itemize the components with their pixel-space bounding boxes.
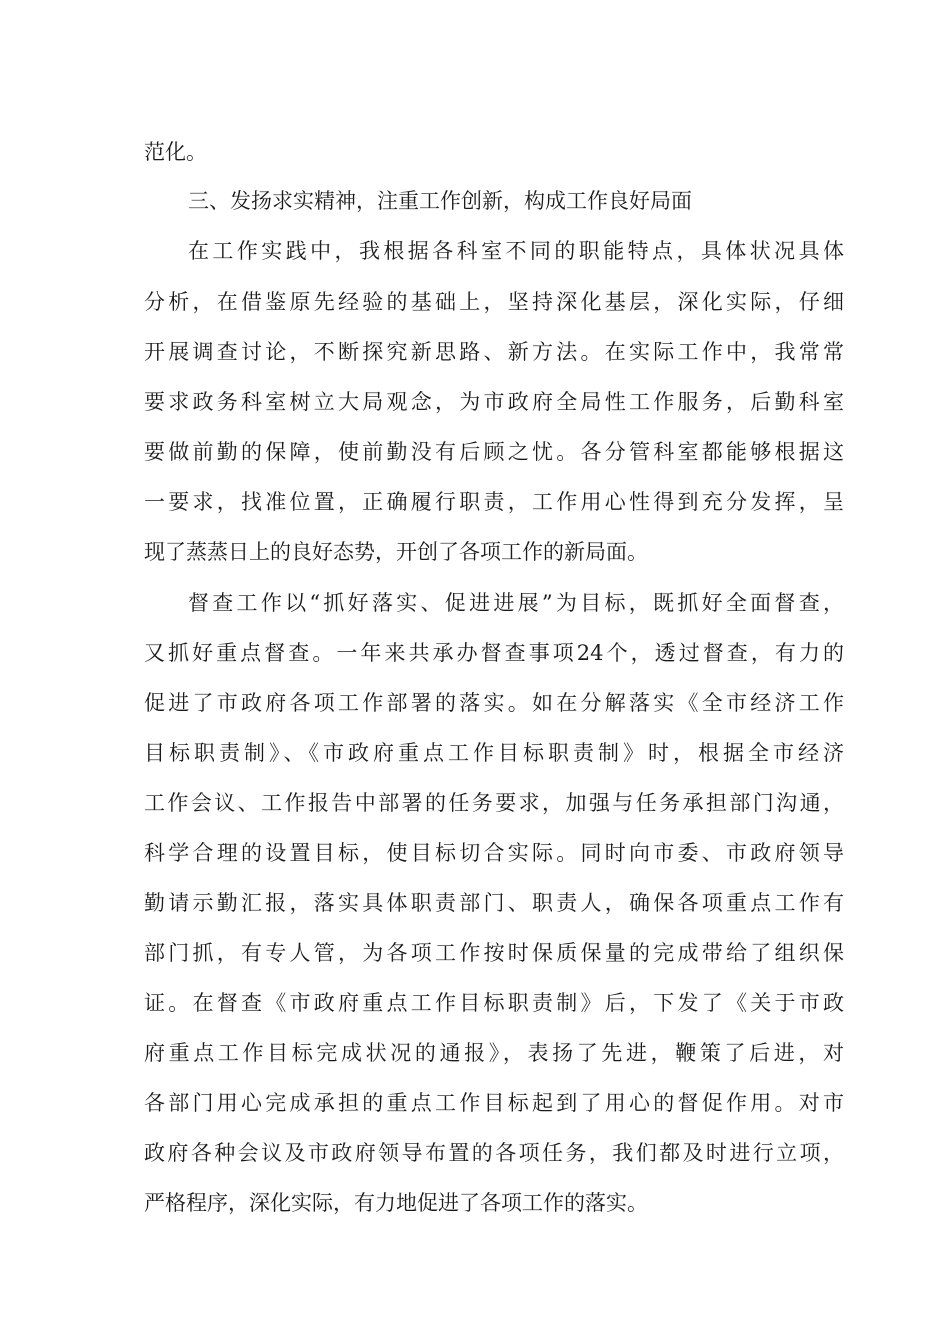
text-line: 促进了市政府各项工作部署的落实。如在分解落实《全市经济工作 [144,691,844,715]
section-heading: 三、发扬求实精神，注重工作创新，构成工作良好局面 [188,189,692,213]
text-line: 证。在督查《市政府重点工作目标职责制》后，下发了《关于市政 [144,991,844,1015]
text-line: 要求政务科室树立大局观念，为市政府全局性工作服务，后勤科室 [144,390,844,414]
text-line: 又抓好重点督查。一年来共承办督查事项24个，透过督查，有力的 [144,641,844,665]
text-line: 范化。 [144,140,207,164]
text-line: 科学合理的设置目标，使目标切合实际。同时向市委、市政府领导 [144,841,844,865]
text-line: 要做前勤的保障，使前勤没有后顾之忧。各分管科室都能够根据这 [144,440,844,464]
text-line: 府重点工作目标完成状况的通报》，表扬了先进，鞭策了后进，对 [144,1041,844,1065]
text-line: 部门抓，有专人管，为各项工作按时保质保量的完成带给了组织保 [144,941,844,965]
text-line: 一要求，找准位置，正确履行职责，工作用心性得到充分发挥，呈 [144,490,844,514]
text-line: 勤请示勤汇报，落实具体职责部门、职责人，确保各项重点工作有 [144,891,844,915]
text-line: 督查工作以“抓好落实、促进进展”为目标，既抓好全面督查， [188,591,844,615]
text-line: 政府各种会议及市政府领导布置的各项任务，我们都及时进行立项， [144,1141,844,1165]
text-line: 分析，在借鉴原先经验的基础上，坚持深化基层，深化实际，仔细 [144,290,844,314]
text-line: 开展调查讨论，不断探究新思路、新方法。在实际工作中，我常常 [144,340,844,364]
text-line: 现了蒸蒸日上的良好态势，开创了各项工作的新局面。 [144,540,648,564]
text-line: 目标职责制》、《市政府重点工作目标职责制》时，根据全市经济 [144,741,844,765]
text-line: 严格程序，深化实际，有力地促进了各项工作的落实。 [144,1191,648,1215]
text-line: 工作会议、工作报告中部署的任务要求，加强与任务承担部门沟通， [144,791,844,815]
text-line: 各部门用心完成承担的重点工作目标起到了用心的督促作用。对市 [144,1091,844,1115]
text-line: 在工作实践中，我根据各科室不同的职能特点，具体状况具体 [188,239,844,263]
